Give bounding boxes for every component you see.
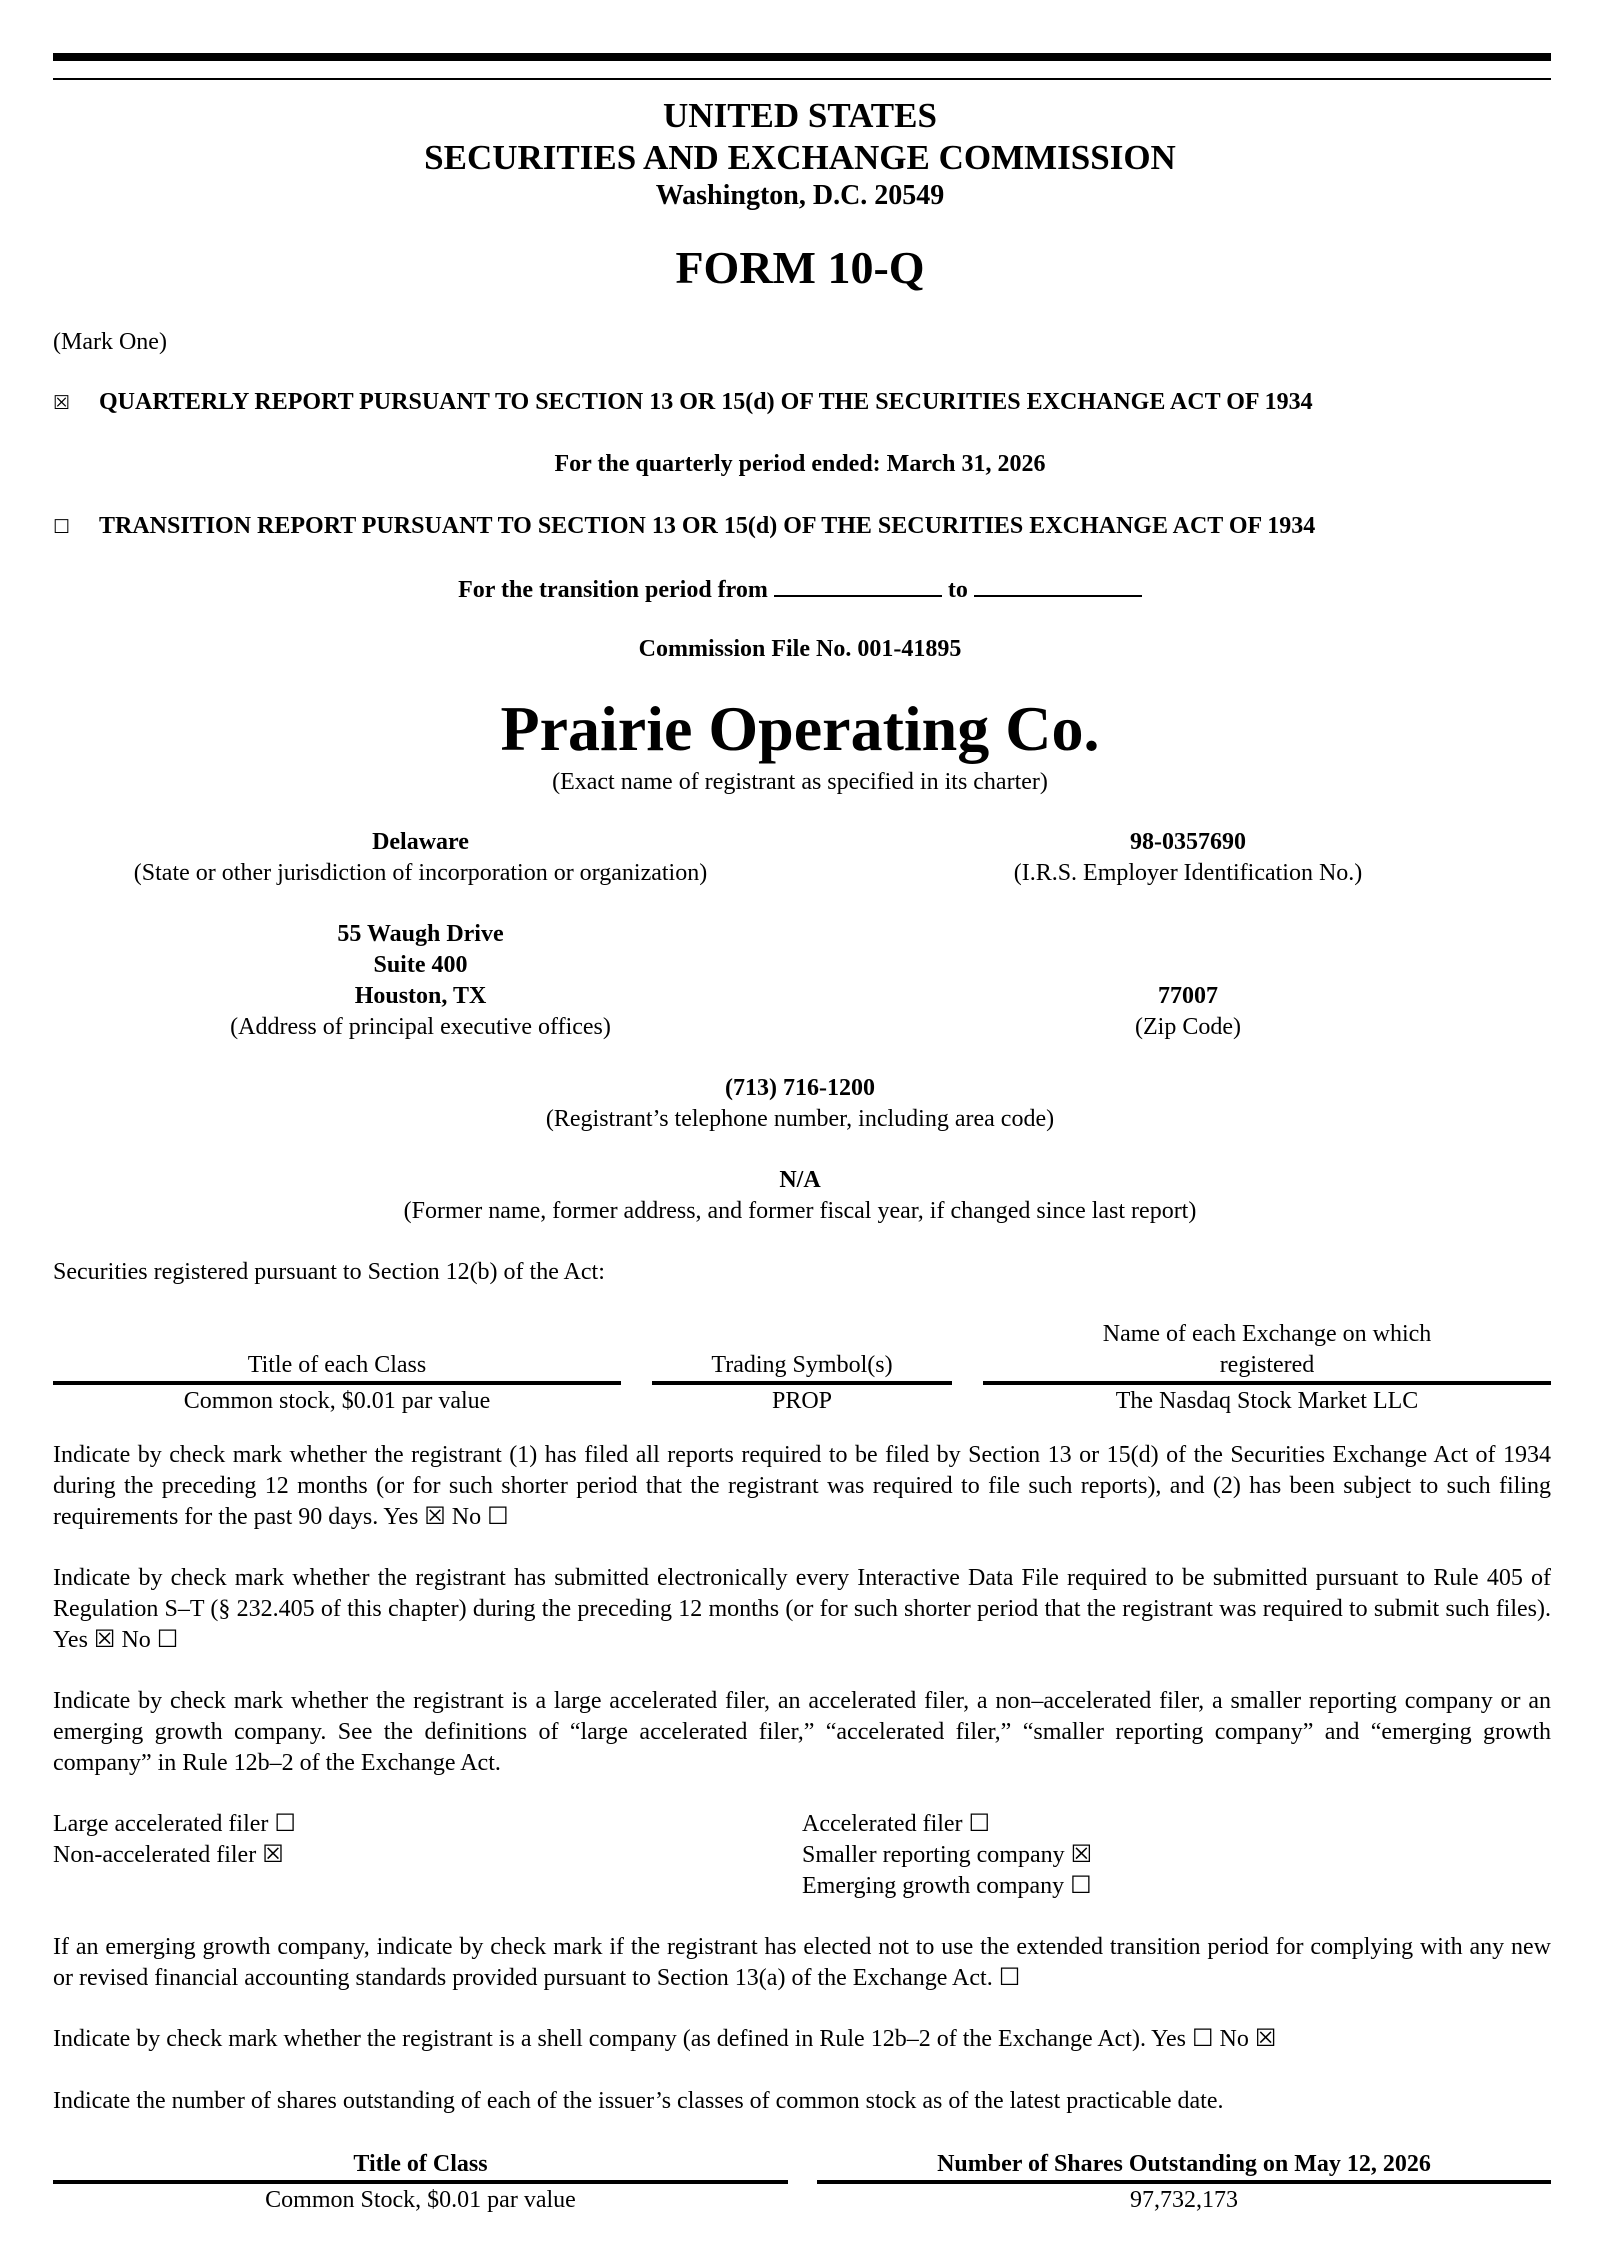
transition-checkbox: ☐ <box>53 517 71 538</box>
securities-header-rule-3 <box>983 1381 1551 1385</box>
paragraph-filer-definitions: Indicate by check mark whether the registrant is a large accelerated filer, an accelerated filer, a non–accelerated filer, a smaller reporting company or an emerging growth company. See the definitions of “large accelerated filer,” “accelerated filer,” “smaller reporting company” and “emerging growth company” in Rule 12b–2 of the Exchange Act. <box>53 1688 1551 1776</box>
state-caption: (State or other jurisdiction of incorporation or organization) <box>133 860 708 886</box>
zip-code: 77007 <box>1158 983 1218 1009</box>
address-line-2: Suite 400 <box>373 952 468 978</box>
registrant-name-caption: (Exact name of registrant as specified in its charter) <box>552 769 1048 795</box>
shares-header-rule-2 <box>817 2180 1551 2184</box>
paragraph-reports-filed-answer: Yes ☒ No ☐ <box>383 1504 509 1530</box>
shares-col-title-header: Title of Class <box>353 2151 488 2177</box>
securities-col-title-header: Title of each Class <box>247 1352 427 1378</box>
securities-col-exchange-header-line1: Name of each Exchange on which <box>1102 1321 1432 1347</box>
transition-period-prefix: For the transition period from <box>458 577 768 603</box>
telephone-caption: (Registrant’s telephone number, including area code) <box>545 1106 1055 1132</box>
transition-to-blank <box>974 573 1142 597</box>
securities-registered-intro: Securities registered pursuant to Section 12(b) of the Act: <box>53 1259 605 1285</box>
registrant-name: Prairie Operating Co. <box>500 693 1100 764</box>
quarterly-report-label: QUARTERLY REPORT PURSUANT TO SECTION 13 OR 15(d) OF THE SECURITIES EXCHANGE ACT OF 1934 <box>99 389 1313 415</box>
paragraph-shell-company-text: Indicate by check mark whether the registrant is a shell company (as defined in Rule 12b–2 of the Exchange Act). <box>53 2026 1146 2052</box>
header-address: Washington, D.C. 20549 <box>655 180 945 211</box>
transition-period-line <box>0 573 1600 605</box>
former-name: N/A <box>779 1167 821 1193</box>
irs-ein-caption: (I.R.S. Employer Identification No.) <box>1013 860 1363 886</box>
quarterly-checkbox: ☒ <box>53 393 71 414</box>
top-thin-rule <box>53 78 1551 80</box>
state-of-incorporation: Delaware <box>372 829 469 855</box>
securities-header-rule-2 <box>652 1381 952 1385</box>
form-title: FORM 10-Q <box>675 242 925 293</box>
large-accelerated-filer: Large accelerated filer ☐ <box>53 1811 296 1837</box>
paragraph-emerging-growth <box>53 1932 1551 1994</box>
securities-header-rule-1 <box>53 1381 621 1385</box>
quarterly-period: For the quarterly period ended: March 31, 2026 <box>554 451 1046 477</box>
transition-period-mid: to <box>947 577 968 603</box>
smaller-reporting-company: Smaller reporting company ☒ <box>802 1842 1093 1868</box>
emerging-growth-company: Emerging growth company ☐ <box>802 1873 1092 1899</box>
shares-header-rule-1 <box>53 2180 788 2184</box>
paragraph-interactive-data-text: Indicate by check mark whether the registrant has submitted electronically every Interactive Data File required to be submitted pursuant to Rule 405 of Regulation S–T (§ 232.405 of this chapter) during the preceding 12 months (or for such shorter period that the registrant was required to submit such files). <box>53 1565 1551 1622</box>
paragraph-shell-company-answer: Yes ☐ No ☒ <box>1151 2026 1277 2052</box>
paragraph-reports-filed <box>53 1440 1551 1533</box>
top-thick-rule <box>53 53 1551 61</box>
shares-col-count-header: Number of Shares Outstanding on May 12, 2026 <box>937 2151 1431 2177</box>
address-line-3: Houston, TX <box>354 983 487 1009</box>
mark-one-label: (Mark One) <box>53 329 167 355</box>
paragraph-interactive-data <box>53 1563 1551 1656</box>
paragraph-reports-filed-text: Indicate by check mark whether the registrant (1) has filed all reports required to be filed by Section 13 or 15(d) of the Securities Exchange Act of 1934 during the preceding 12 months (or for such shorter period that the registrant was required to file such reports), and (2) has been subject to such filing requirements for the past 90 days. <box>53 1442 1551 1530</box>
paragraph-emerging-growth-answer: ☐ <box>998 1965 1021 1991</box>
former-name-caption: (Former name, former address, and former fiscal year, if changed since last report) <box>403 1198 1197 1224</box>
address-caption: (Address of principal executive offices) <box>230 1014 611 1040</box>
securities-row-exchange: The Nasdaq Stock Market LLC <box>1115 1388 1419 1414</box>
shares-row-title: Common Stock, $0.01 par value <box>265 2187 576 2213</box>
securities-row-title: Common stock, $0.01 par value <box>183 1388 491 1414</box>
header-united-states: UNITED STATES <box>663 96 937 135</box>
commission-file-number: Commission File No. 001-41895 <box>638 636 962 662</box>
paragraph-emerging-growth-text: If an emerging growth company, indicate by check mark if the registrant has elected not to use the extended transition period for complying with any new or revised financial accounting standards provided pursuant to Section 13(a) of the Exchange Act. <box>53 1934 1551 1991</box>
transition-from-blank <box>774 573 942 597</box>
transition-report-label: TRANSITION REPORT PURSUANT TO SECTION 13 OR 15(d) OF THE SECURITIES EXCHANGE ACT OF 1934 <box>99 513 1316 539</box>
securities-row-symbol: PROP <box>771 1388 833 1414</box>
irs-ein: 98-0357690 <box>1130 829 1246 855</box>
securities-col-symbol-header: Trading Symbol(s) <box>711 1352 893 1378</box>
paragraph-shares-outstanding: Indicate the number of shares outstanding of each of the issuer’s classes of common stock as of the latest practicable date. <box>53 2088 1224 2114</box>
address-line-1: 55 Waugh Drive <box>337 921 504 947</box>
accelerated-filer: Accelerated filer ☐ <box>802 1811 991 1837</box>
paragraph-shell-company <box>53 2024 1551 2055</box>
header-sec: SECURITIES AND EXCHANGE COMMISSION <box>424 138 1176 177</box>
paragraph-interactive-data-answer: Yes ☒ No ☐ <box>53 1627 179 1653</box>
zip-code-caption: (Zip Code) <box>1135 1014 1241 1040</box>
securities-col-exchange-header-line2: registered <box>1219 1352 1315 1378</box>
non-accelerated-filer: Non-accelerated filer ☒ <box>53 1842 284 1868</box>
shares-row-count: 97,732,173 <box>1130 2187 1238 2213</box>
telephone-number: (713) 716-1200 <box>725 1075 875 1101</box>
